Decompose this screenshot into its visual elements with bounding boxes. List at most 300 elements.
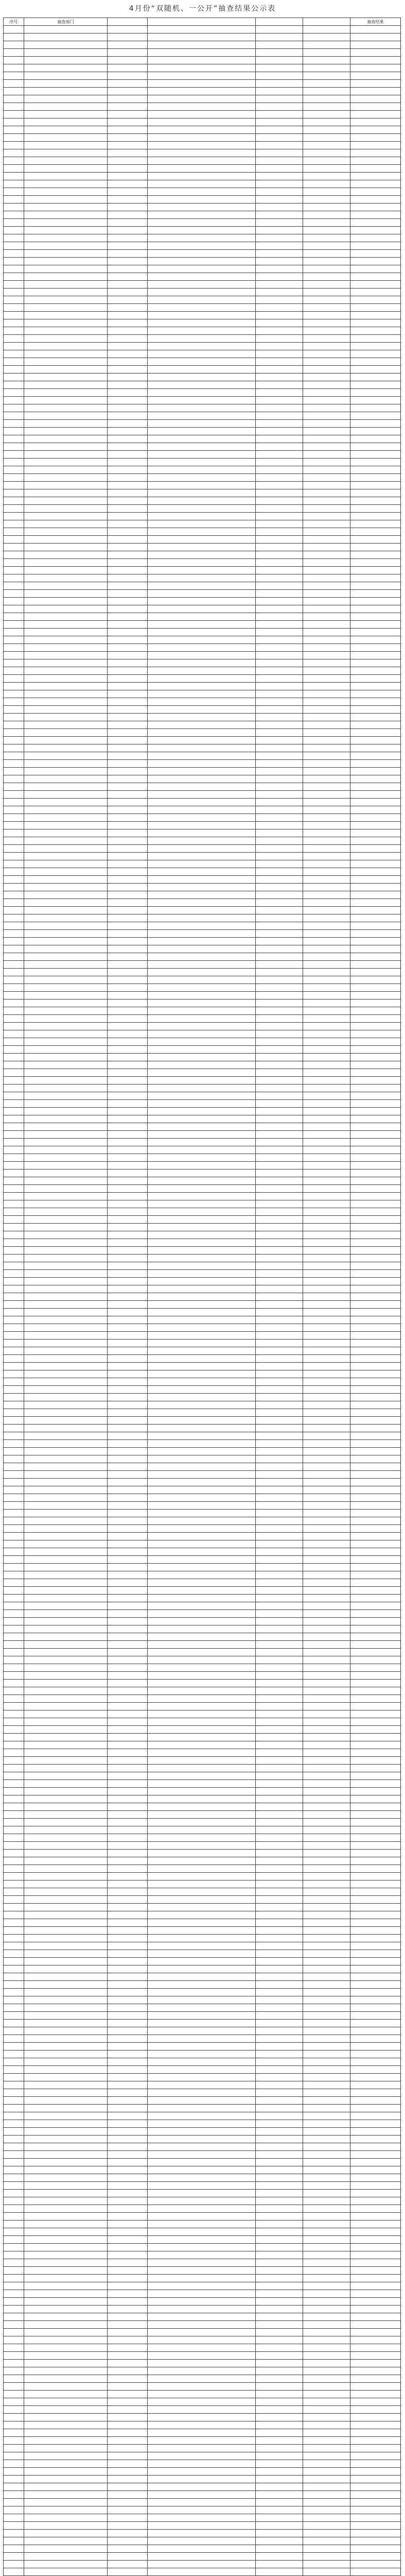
table-cell xyxy=(4,752,24,760)
table-cell xyxy=(350,111,401,118)
table-cell xyxy=(24,1448,108,1455)
table-cell xyxy=(350,2406,401,2414)
table-cell xyxy=(148,984,256,992)
table-cell xyxy=(256,2259,303,2267)
table-row xyxy=(4,1146,401,1154)
table-cell xyxy=(24,474,108,482)
table-cell xyxy=(350,459,401,466)
table-cell xyxy=(350,1989,401,1996)
table-cell xyxy=(303,1965,350,1973)
table-cell xyxy=(350,698,401,706)
table-cell xyxy=(24,319,108,327)
table-row xyxy=(4,2282,401,2290)
table-cell xyxy=(303,180,350,188)
table-row xyxy=(4,2321,401,2329)
table-cell xyxy=(4,1115,24,1123)
table-cell xyxy=(256,1479,303,1486)
table-cell xyxy=(256,1316,303,1324)
table-cell xyxy=(256,984,303,992)
table-cell xyxy=(4,1510,24,1517)
table-cell xyxy=(256,1857,303,1865)
table-row xyxy=(4,884,401,891)
table-cell xyxy=(4,683,24,690)
table-cell xyxy=(350,551,401,559)
table-cell xyxy=(350,714,401,721)
table-cell xyxy=(108,1332,148,1340)
table-row xyxy=(4,41,401,49)
table-cell xyxy=(256,1710,303,1718)
table-cell xyxy=(108,783,148,791)
table-cell xyxy=(303,1378,350,1386)
table-cell xyxy=(24,613,108,621)
table-cell xyxy=(108,1996,148,2004)
table-row xyxy=(4,1486,401,1494)
table-row xyxy=(4,2027,401,2035)
table-cell xyxy=(303,891,350,899)
table-cell xyxy=(24,1363,108,1370)
table-cell xyxy=(256,2275,303,2282)
table-cell xyxy=(350,281,401,289)
table-cell xyxy=(148,1687,256,1695)
table-cell xyxy=(148,211,256,219)
table-cell xyxy=(303,2027,350,2035)
table-cell xyxy=(256,2329,303,2336)
table-cell xyxy=(108,636,148,644)
table-cell xyxy=(108,482,148,489)
table-cell xyxy=(4,2105,24,2112)
table-cell xyxy=(350,1316,401,1324)
table-cell xyxy=(256,2506,303,2514)
table-cell xyxy=(148,799,256,806)
table-cell xyxy=(108,1146,148,1154)
table-cell xyxy=(108,2043,148,2050)
table-row xyxy=(4,922,401,930)
table-cell xyxy=(350,1154,401,1162)
table-cell xyxy=(148,1077,256,1084)
table-row xyxy=(4,126,401,134)
table-cell xyxy=(256,1216,303,1224)
table-cell xyxy=(24,1710,108,1718)
table-cell xyxy=(148,1571,256,1579)
table-row xyxy=(4,397,401,404)
table-cell xyxy=(4,1502,24,1510)
table-cell xyxy=(350,1293,401,1301)
table-cell xyxy=(256,1046,303,1054)
table-cell xyxy=(108,2205,148,2213)
table-cell xyxy=(4,149,24,157)
table-cell xyxy=(256,2205,303,2213)
table-cell xyxy=(108,2321,148,2329)
table-row xyxy=(4,1865,401,1873)
table-cell xyxy=(24,1023,108,1030)
table-cell xyxy=(24,2074,108,2081)
table-cell xyxy=(108,2112,148,2120)
table-cell xyxy=(350,2081,401,2089)
table-cell xyxy=(256,1417,303,1425)
table-cell xyxy=(24,2321,108,2329)
table-cell xyxy=(148,1610,256,1618)
table-cell xyxy=(303,1633,350,1641)
table-cell xyxy=(350,2197,401,2205)
table-cell xyxy=(256,613,303,621)
table-cell xyxy=(350,1061,401,1069)
table-cell xyxy=(24,1548,108,1556)
table-cell xyxy=(303,1927,350,1935)
table-cell xyxy=(350,567,401,574)
table-cell xyxy=(303,1100,350,1108)
table-row xyxy=(4,219,401,227)
table-cell xyxy=(108,459,148,466)
table-cell xyxy=(256,1409,303,1417)
table-cell xyxy=(303,845,350,853)
table-cell xyxy=(108,2267,148,2275)
table-cell xyxy=(148,2568,256,2576)
table-cell xyxy=(24,2414,108,2421)
table-cell xyxy=(303,397,350,404)
table-row xyxy=(4,258,401,265)
table-cell xyxy=(256,1695,303,1703)
table-cell xyxy=(256,2143,303,2151)
table-cell xyxy=(350,126,401,134)
table-cell xyxy=(256,2568,303,2576)
table-cell xyxy=(256,1038,303,1046)
table-cell xyxy=(24,2530,108,2537)
table-cell xyxy=(256,2452,303,2460)
table-cell xyxy=(24,1494,108,1502)
table-cell xyxy=(4,1015,24,1023)
table-cell xyxy=(256,907,303,914)
table-cell xyxy=(24,227,108,234)
table-cell xyxy=(24,497,108,505)
table-cell xyxy=(303,629,350,636)
table-cell xyxy=(24,435,108,443)
table-cell xyxy=(303,2329,350,2336)
table-cell xyxy=(350,57,401,64)
table-cell xyxy=(108,2553,148,2561)
table-cell xyxy=(256,1718,303,1726)
table-cell xyxy=(350,482,401,489)
table-cell xyxy=(303,1216,350,1224)
table-cell xyxy=(303,1061,350,1069)
table-row xyxy=(4,938,401,945)
table-cell xyxy=(4,2391,24,2398)
table-row xyxy=(4,829,401,837)
table-cell xyxy=(303,95,350,103)
table-cell xyxy=(108,1780,148,1788)
table-cell xyxy=(350,1486,401,1494)
table-cell xyxy=(108,319,148,327)
table-row xyxy=(4,1471,401,1479)
table-row xyxy=(4,799,401,806)
table-cell xyxy=(4,1293,24,1301)
table-cell xyxy=(24,1401,108,1409)
table-cell xyxy=(256,2050,303,2058)
table-cell xyxy=(350,80,401,88)
table-cell xyxy=(24,814,108,822)
table-cell xyxy=(303,1255,350,1262)
table-cell xyxy=(24,1355,108,1363)
table-cell xyxy=(148,1378,256,1386)
table-row xyxy=(4,1672,401,1680)
table-cell xyxy=(108,922,148,930)
table-row xyxy=(4,1973,401,1981)
table-cell xyxy=(4,1077,24,1084)
table-cell xyxy=(24,2514,108,2522)
table-cell xyxy=(148,721,256,729)
table-cell xyxy=(24,1564,108,1571)
table-cell xyxy=(303,1417,350,1425)
table-cell xyxy=(148,868,256,876)
table-cell xyxy=(108,466,148,474)
table-row xyxy=(4,1363,401,1370)
table-cell xyxy=(256,1401,303,1409)
table-row xyxy=(4,2298,401,2306)
table-cell xyxy=(24,1989,108,1996)
table-cell xyxy=(24,799,108,806)
table-cell xyxy=(303,1765,350,1772)
table-cell xyxy=(256,2136,303,2143)
table-cell xyxy=(148,876,256,884)
table-cell xyxy=(303,528,350,536)
table-cell xyxy=(108,428,148,435)
table-cell xyxy=(148,1935,256,1942)
table-cell xyxy=(108,536,148,544)
table-cell xyxy=(350,2499,401,2506)
table-cell xyxy=(350,544,401,551)
table-cell xyxy=(4,1131,24,1139)
table-cell xyxy=(303,2182,350,2190)
table-cell xyxy=(256,1935,303,1942)
table-cell xyxy=(108,188,148,196)
table-cell xyxy=(303,443,350,451)
table-cell xyxy=(24,860,108,868)
table-cell xyxy=(256,2066,303,2074)
table-cell xyxy=(4,304,24,312)
table-cell xyxy=(108,1139,148,1146)
table-cell xyxy=(148,57,256,64)
table-cell xyxy=(4,876,24,884)
table-cell xyxy=(256,999,303,1007)
table-cell xyxy=(108,1811,148,1819)
table-cell xyxy=(148,258,256,265)
table-cell xyxy=(303,1471,350,1479)
table-cell xyxy=(148,961,256,969)
table-cell xyxy=(148,922,256,930)
table-cell xyxy=(24,1656,108,1664)
table-row xyxy=(4,513,401,520)
table-row xyxy=(4,806,401,814)
table-row xyxy=(4,165,401,173)
table-cell xyxy=(256,1278,303,1285)
table-cell xyxy=(256,528,303,536)
table-cell xyxy=(148,289,256,296)
table-cell xyxy=(108,1316,148,1324)
table-cell xyxy=(350,1904,401,1911)
table-row xyxy=(4,296,401,304)
table-cell xyxy=(256,1255,303,1262)
table-cell xyxy=(4,1927,24,1935)
table-cell xyxy=(24,111,108,118)
table-cell xyxy=(108,1965,148,1973)
table-cell xyxy=(148,891,256,899)
table-row xyxy=(4,443,401,451)
table-cell xyxy=(4,420,24,428)
table-cell xyxy=(4,1432,24,1440)
table-row xyxy=(4,2406,401,2414)
table-cell xyxy=(24,598,108,605)
table-cell xyxy=(303,2020,350,2027)
table-row xyxy=(4,1749,401,1757)
table-cell xyxy=(256,2514,303,2522)
table-cell xyxy=(148,1540,256,1548)
table-cell xyxy=(148,1285,256,1293)
table-cell xyxy=(4,1417,24,1425)
table-row xyxy=(4,1857,401,1865)
table-cell xyxy=(303,250,350,258)
table-cell xyxy=(256,482,303,489)
table-row xyxy=(4,2476,401,2483)
inspection-results-table xyxy=(3,18,401,2576)
table-cell xyxy=(24,2476,108,2483)
table-cell xyxy=(4,2313,24,2321)
table-cell xyxy=(350,1347,401,1355)
table-cell xyxy=(148,1587,256,1595)
table-cell xyxy=(24,420,108,428)
table-cell xyxy=(256,2445,303,2452)
table-row xyxy=(4,1247,401,1255)
table-cell xyxy=(303,2275,350,2282)
table-cell xyxy=(24,2329,108,2336)
table-cell xyxy=(350,1548,401,1556)
table-cell xyxy=(108,2375,148,2383)
table-cell xyxy=(4,1162,24,1170)
table-cell xyxy=(108,2282,148,2290)
table-cell xyxy=(24,1919,108,1927)
table-cell xyxy=(24,2097,108,2105)
table-cell xyxy=(350,2537,401,2545)
table-cell xyxy=(256,2406,303,2414)
table-cell xyxy=(108,242,148,250)
table-cell xyxy=(350,629,401,636)
table-row xyxy=(4,659,401,667)
table-cell xyxy=(148,582,256,590)
table-cell xyxy=(108,544,148,551)
table-row xyxy=(4,157,401,165)
table-cell xyxy=(303,1726,350,1734)
table-cell xyxy=(350,1123,401,1131)
table-cell xyxy=(108,1123,148,1131)
table-cell xyxy=(148,729,256,737)
table-cell xyxy=(24,2429,108,2437)
table-cell xyxy=(303,884,350,891)
table-cell xyxy=(303,374,350,381)
table-row xyxy=(4,1463,401,1471)
table-cell xyxy=(148,281,256,289)
table-row xyxy=(4,1448,401,1455)
table-cell xyxy=(303,459,350,466)
table-cell xyxy=(256,2499,303,2506)
table-cell xyxy=(4,1448,24,1455)
table-cell xyxy=(256,211,303,219)
table-row xyxy=(4,2081,401,2089)
table-cell xyxy=(256,350,303,358)
table-cell xyxy=(108,404,148,412)
table-cell xyxy=(4,1340,24,1347)
table-cell xyxy=(4,775,24,783)
table-cell xyxy=(4,2460,24,2468)
table-cell xyxy=(108,350,148,358)
table-cell xyxy=(24,157,108,165)
table-cell xyxy=(350,559,401,567)
table-cell xyxy=(256,675,303,683)
table-cell xyxy=(350,2553,401,2561)
table-cell xyxy=(256,1301,303,1309)
table-cell xyxy=(350,1262,401,1270)
table-cell xyxy=(148,1200,256,1208)
table-cell xyxy=(108,729,148,737)
table-cell xyxy=(148,1030,256,1038)
table-cell xyxy=(24,644,108,652)
table-cell xyxy=(4,806,24,814)
table-cell xyxy=(303,49,350,57)
table-row xyxy=(4,528,401,536)
table-cell xyxy=(350,1525,401,1533)
table-cell xyxy=(350,1278,401,1285)
table-cell xyxy=(256,1625,303,1633)
table-cell xyxy=(4,2035,24,2043)
table-cell xyxy=(256,605,303,613)
table-cell xyxy=(350,513,401,520)
table-cell xyxy=(4,1749,24,1757)
table-cell xyxy=(4,1146,24,1154)
table-row xyxy=(4,451,401,459)
table-cell xyxy=(24,304,108,312)
table-row xyxy=(4,683,401,690)
table-cell xyxy=(303,1525,350,1533)
table-row xyxy=(4,2205,401,2213)
table-cell xyxy=(4,605,24,613)
table-row xyxy=(4,374,401,381)
table-cell xyxy=(256,837,303,845)
table-cell xyxy=(350,984,401,992)
table-row xyxy=(4,149,401,157)
table-cell xyxy=(303,173,350,180)
table-cell xyxy=(108,1038,148,1046)
table-cell xyxy=(4,2375,24,2383)
table-cell xyxy=(108,2259,148,2267)
table-cell xyxy=(24,1865,108,1873)
table-cell xyxy=(4,1919,24,1927)
table-cell xyxy=(350,737,401,744)
table-row xyxy=(4,1595,401,1602)
table-cell xyxy=(4,2236,24,2244)
table-cell xyxy=(4,1231,24,1239)
table-row xyxy=(4,1772,401,1780)
table-cell xyxy=(256,2321,303,2329)
table-row xyxy=(4,1285,401,1293)
table-cell xyxy=(148,2120,256,2128)
table-cell xyxy=(108,1370,148,1378)
table-cell xyxy=(108,80,148,88)
table-cell xyxy=(148,41,256,49)
table-cell xyxy=(4,2506,24,2514)
table-cell xyxy=(4,1471,24,1479)
table-cell xyxy=(148,1177,256,1185)
table-cell xyxy=(303,2282,350,2290)
table-cell xyxy=(148,1154,256,1162)
table-cell xyxy=(4,2568,24,2576)
table-cell xyxy=(148,1386,256,1394)
